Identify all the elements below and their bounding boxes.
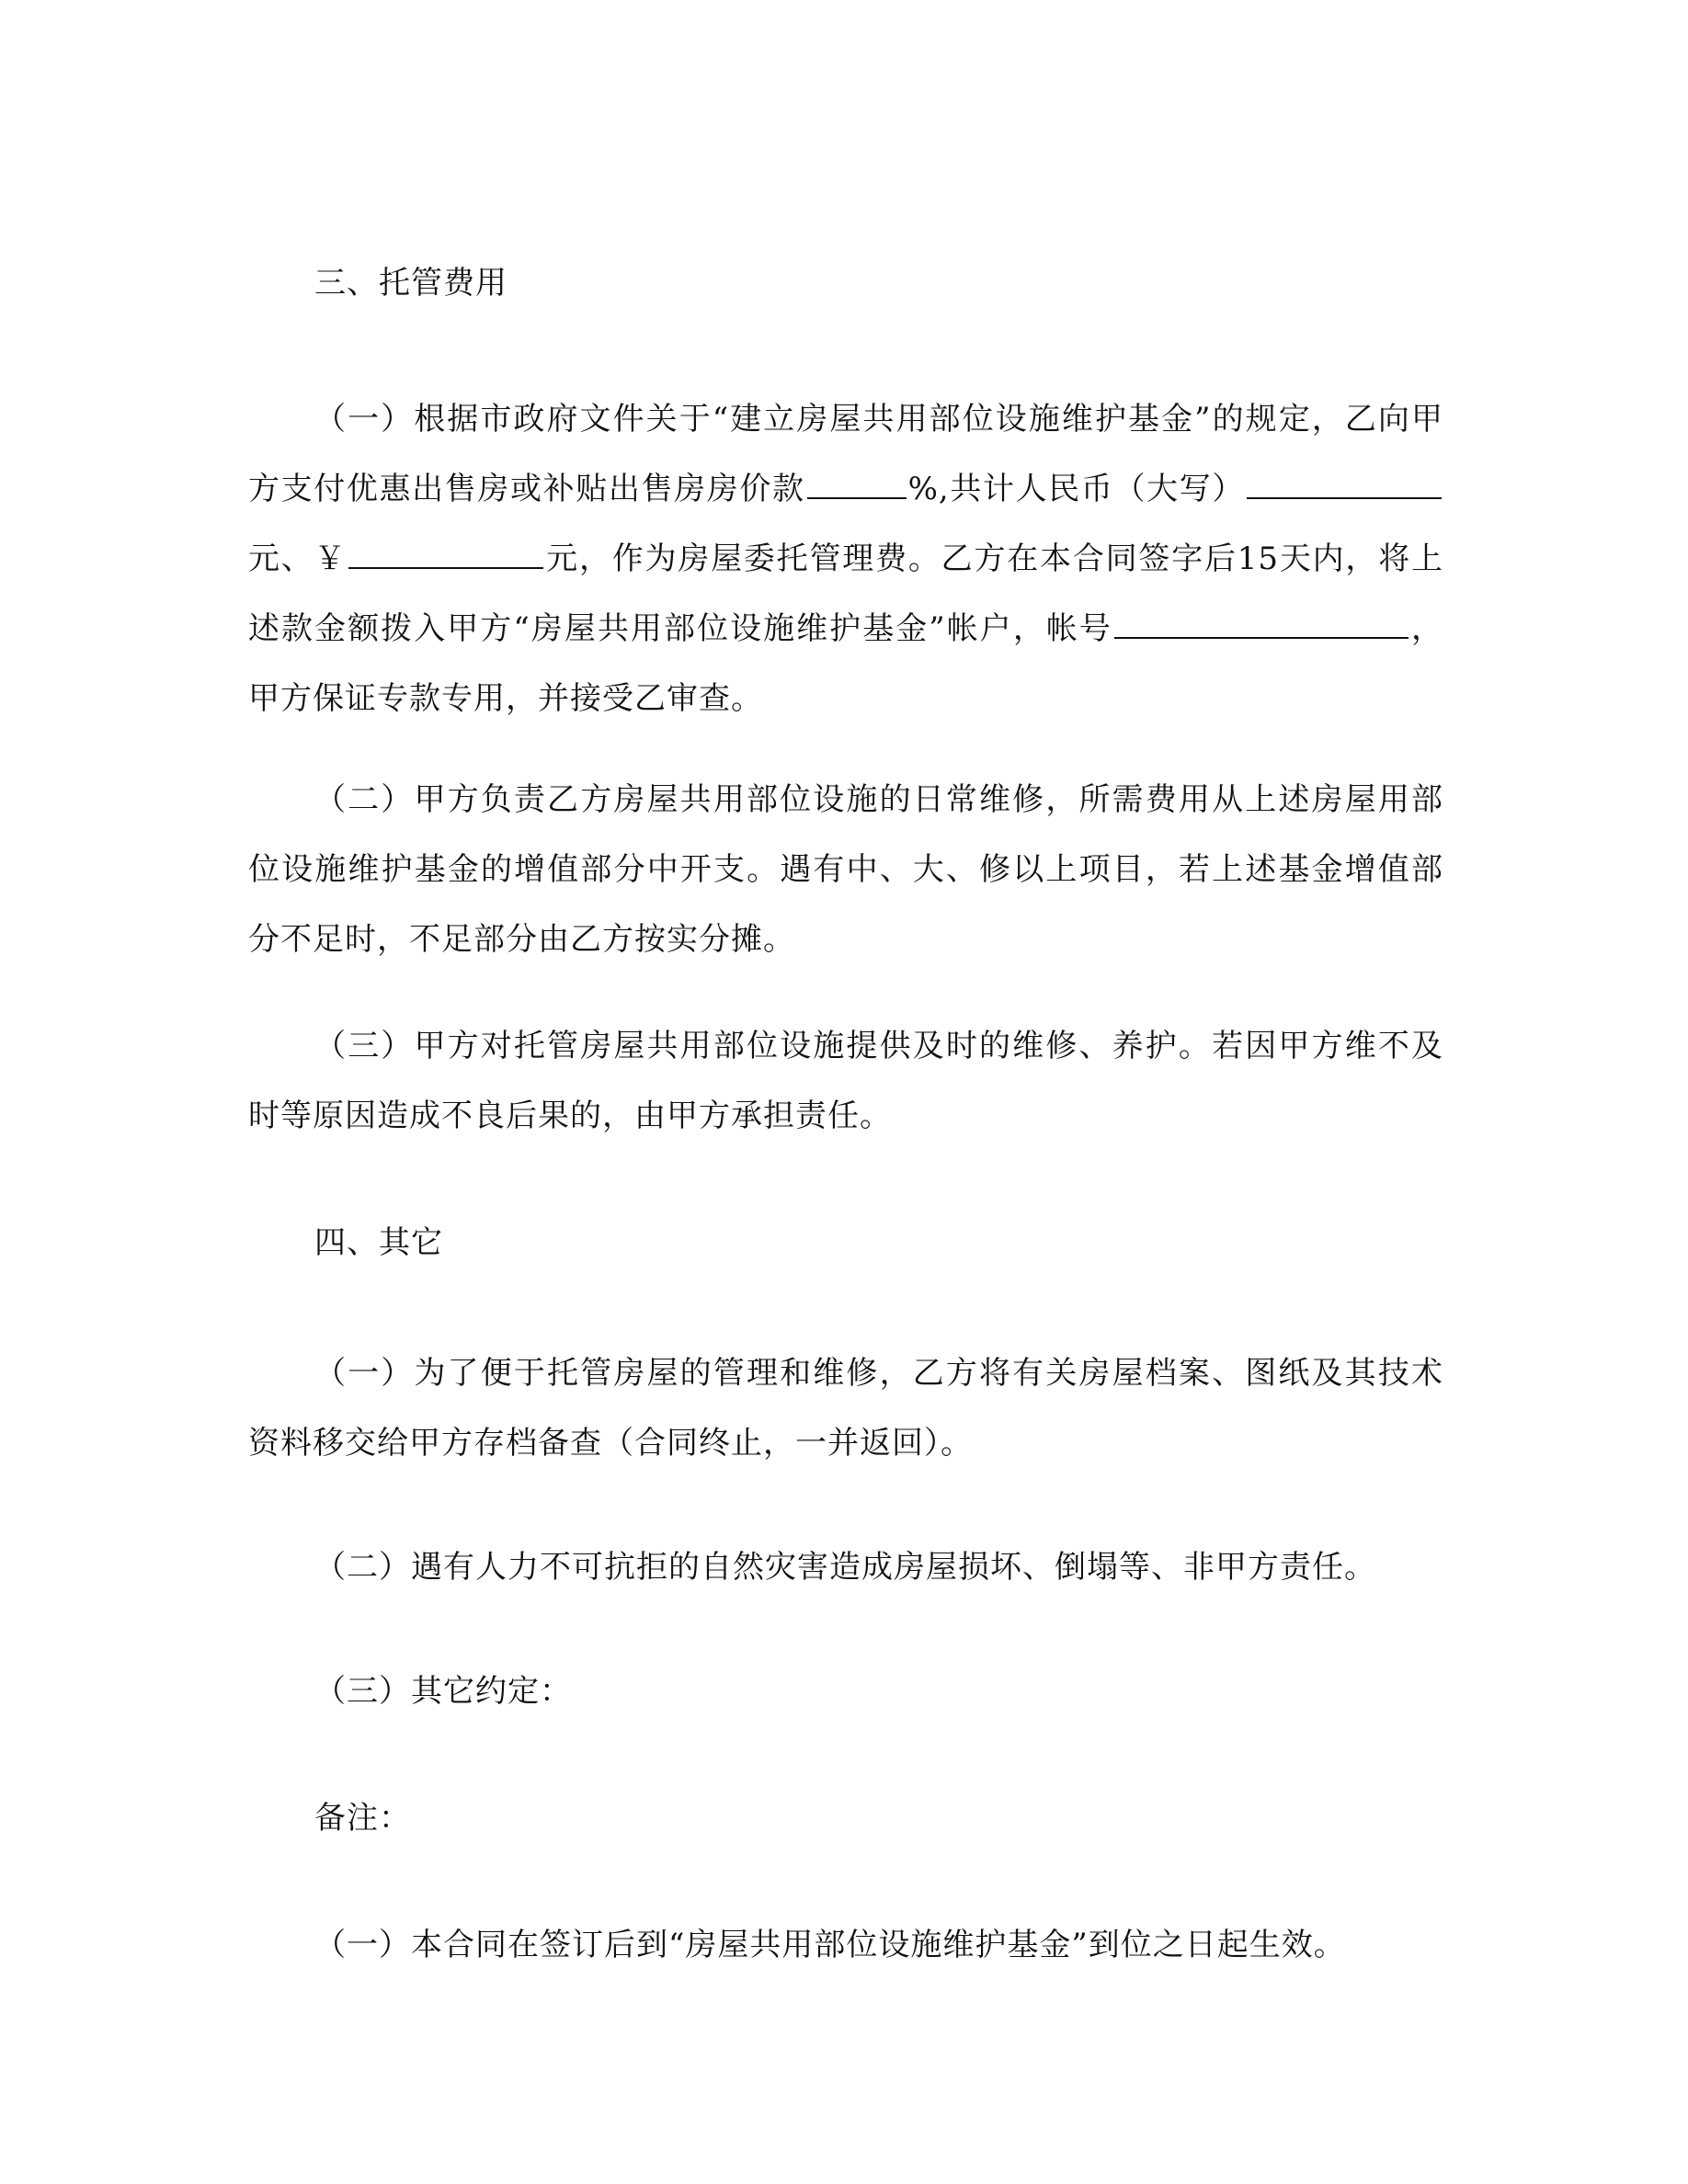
section4-paragraph-1 [248, 1338, 1443, 1478]
section3-paragraph-1 [248, 384, 1443, 734]
s3p1-line-4 [248, 594, 1443, 664]
notes-heading [248, 1783, 1443, 1853]
s3p3-line-1: （三）甲方对托管房屋共用部位设施提供及时的维修、养护。若因甲方维不及 [314, 1028, 1443, 1064]
notes-paragraph-1 [248, 1910, 1443, 1980]
s4p1-line-1: （一）为了便于托管房屋的管理和维修，乙方将有关房屋档案、图纸及其技术 [314, 1355, 1443, 1392]
s3p1-line-3-text-a: 元、￥ [248, 540, 348, 577]
section3-heading-text: 三、托管费用 [314, 265, 508, 301]
section3-paragraph-2 [248, 765, 1443, 974]
s3p2-line-1: （二）甲方负责乙方房屋共用部位设施的日常维修，所需费用从上述房屋用部 [314, 781, 1443, 818]
section4-heading [248, 1208, 1443, 1278]
percent-blank [807, 470, 907, 499]
s4p3-line-1: （三）其它约定： [314, 1673, 572, 1710]
s3p1-line-2-text-a: 方支付优惠出售房或补贴出售房房价款 [248, 471, 805, 507]
s3p1-line-3 [248, 524, 1443, 594]
section4-paragraph-3 [248, 1656, 1443, 1726]
section3-heading [248, 248, 1443, 318]
s3p1-line-4-text-a: 述款金额拨入甲方“房屋共用部位设施维护基金”帐户，帐号 [248, 610, 1112, 647]
notes-p1-line-1: （一）本合同在签订后到“房屋共用部位设施维护基金”到位之日起生效。 [314, 1927, 1346, 1963]
amount-in-words-blank [1247, 470, 1442, 499]
amount-yen-blank [348, 540, 543, 569]
s3p2-line-2: 位设施维护基金的增值部分中开支。遇有中、大、修以上项目，若上述基金增值部 [248, 851, 1443, 888]
section4-heading-text: 四、其它 [314, 1224, 443, 1261]
s3p1-line-1: （一）根据市政府文件关于“建立房屋共用部位设施维护基金”的规定，乙向甲 [314, 401, 1443, 438]
section4-paragraph-2 [248, 1532, 1443, 1602]
s4p2-line-1: （二）遇有人力不可抗拒的自然灾害造成房屋损坏、倒塌等、非甲方责任。 [314, 1549, 1376, 1586]
account-number-blank [1114, 609, 1409, 639]
s3p1-line-2 [248, 454, 1443, 524]
s3p1-line-4-text-b: ， [1409, 610, 1443, 647]
s4p1-line-2: 资料移交给甲方存档备查（合同终止，一并返回）。 [248, 1425, 973, 1462]
notes-heading-text: 备注： [314, 1800, 411, 1837]
s3p1-line-3-text-b: 元，作为房屋委托管理费。乙方在本合同签字后15天内，将上 [545, 540, 1443, 577]
s3p1-line-5: 甲方保证专款专用，并接受乙审查。 [248, 680, 763, 717]
section3-paragraph-3 [248, 1011, 1443, 1151]
s3p3-line-2: 时等原因造成不良后果的，由甲方承担责任。 [248, 1098, 892, 1134]
s3p1-line-2-text-b: %,共计人民币（大写） [907, 471, 1245, 507]
s3p2-line-3: 分不足时，不足部分由乙方按实分摊。 [248, 921, 795, 958]
